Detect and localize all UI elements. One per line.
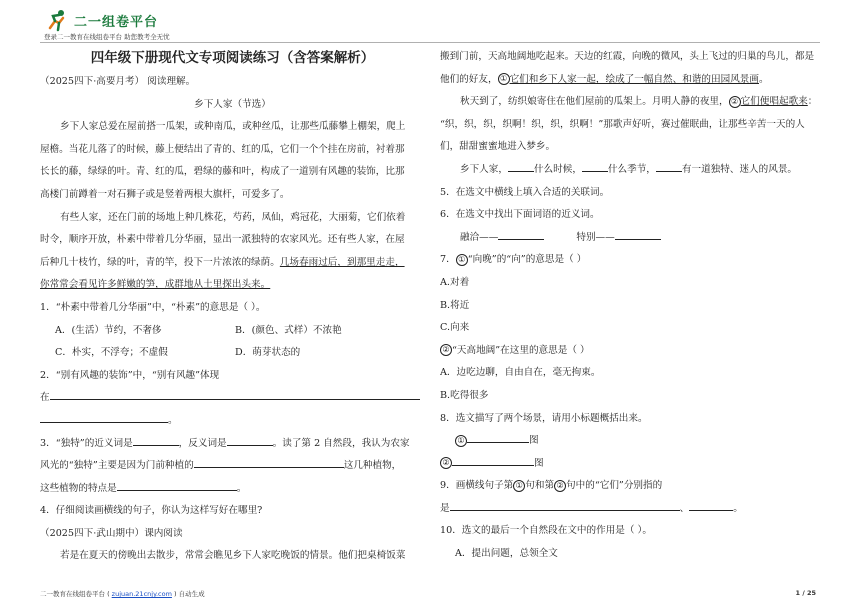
- page-number: 1 / 25: [795, 589, 816, 597]
- answer-blank[interactable]: [450, 500, 680, 511]
- q1-option-a: A．(生活）节约，不奢侈: [55, 324, 162, 336]
- passage-line: 若是在夏天的傍晚出去散步，常常会瞧见乡下人家吃晚饭的情景。他们把桌椅饭菜: [60, 550, 406, 562]
- circled-number-2: ②: [440, 344, 452, 356]
- question-2-answer: 在: [40, 387, 425, 410]
- header-divider: [40, 42, 820, 43]
- underlined-sentence: 它们和乡下人家一起，绘成了一幅自然、和谐的田园风景画: [509, 73, 759, 85]
- passage-line: 乡下人家， 什么时候， 什么季节， 有一道独特、迷人的风景。: [440, 159, 825, 182]
- answer-blank[interactable]: [452, 455, 534, 466]
- answer-blank[interactable]: [40, 412, 168, 423]
- answer-blank[interactable]: [689, 500, 733, 511]
- question-3: 3．“独特”的近义词是 ，反义词是 。读了第 2 自然段，我认为农家: [40, 433, 425, 456]
- answer-blank[interactable]: [50, 389, 420, 400]
- question-9: 9．画横线句子第 ① 句和第 ② 句中的“它们”分别指的: [440, 480, 663, 492]
- question-2: 2．“别有风趣的装饰”中，“别有风趣”体现: [40, 369, 220, 381]
- circled-number-2: ②: [729, 96, 741, 108]
- footer-link[interactable]: zujuan.21cnjy.com: [111, 590, 172, 598]
- passage-line: 秋天到了，纺织娘寄住在他们屋前的瓜架上。月明人静的夜里， ② 它们便唱起歌来：: [460, 96, 818, 108]
- question-3: 这些植物的特点是 。: [40, 478, 425, 501]
- q8-answer-1: ① 图: [440, 430, 825, 453]
- passage-line: “织，织，织，织啊！织，织，织啊！”那歌声好听，赛过催眠曲，让那些辛苦一天的人: [440, 118, 805, 130]
- question-2-answer: 。: [40, 410, 425, 433]
- passage-line: [40, 274, 425, 297]
- circled-number-1: ①: [498, 73, 510, 85]
- passage-line: 时令，顺序开放，朴素中带着几分华丽，显出一派独特的农家风光。还有些人家，在屋: [40, 234, 405, 246]
- section1-source: （2025四下·高要月考） 阅读理解。: [40, 76, 196, 87]
- footer-source: 二一教育在线组卷平台 ( zujuan.21cnjy.com ) 自动生成: [40, 590, 205, 598]
- circled-number-2: ②: [440, 457, 452, 469]
- question-1: 1．“朴素中带着几分华丽”中，“朴素”的意思是（ ）。: [40, 301, 266, 313]
- answer-blank[interactable]: [227, 435, 273, 446]
- passage-title: 乡下人家（节选）: [194, 98, 271, 110]
- page-header: [0, 0, 860, 44]
- question-3: 风光的“独特”主要是因为门前种植的 这几种植物，: [40, 455, 425, 478]
- answer-blank[interactable]: [467, 432, 529, 443]
- answer-blank[interactable]: [582, 161, 608, 172]
- passage-line: 有些人家，还在门前的场地上种几株花，芍药，凤仙，鸡冠花，大丽菊，它们依着: [60, 211, 406, 223]
- question-9-answer: 是 、 。: [440, 498, 825, 521]
- q1-options-row: [40, 320, 425, 343]
- q7-option-b: B.将近: [440, 299, 470, 311]
- question-7-2: ② “天高地阔”在这里的意思是（ ）: [440, 340, 825, 363]
- answer-blank[interactable]: [194, 457, 344, 468]
- circled-number-1: ①: [455, 435, 467, 447]
- passage-line: 搬到门前，天高地阔地吃起来。天边的红霞，向晚的微风，头上飞过的归巢的鸟儿，都是: [440, 51, 815, 62]
- q7-option-c: C.向来: [440, 322, 470, 334]
- answer-blank[interactable]: [615, 229, 661, 240]
- passage-line: 后种几十枝竹，绿的叶，青的竿，投下一片浓浓的绿荫。几场春雨过后，到那里走走，: [40, 256, 405, 268]
- q10-option-a: A．提出问题，总领全文: [455, 548, 558, 560]
- question-10: 10．选文的最后一个自然段在文中的作用是（ ）。: [440, 525, 652, 537]
- answer-blank[interactable]: [117, 480, 237, 491]
- underlined-sentence: 几场春雨过后，到那里走走，: [279, 256, 405, 268]
- circled-number-1: ①: [456, 254, 468, 266]
- q1-options-row: [40, 342, 425, 365]
- passage-line: 屋檐。当花儿落了的时候，藤上便结出了青的、红的瓜，它们一个个挂在房前，衬着那: [40, 143, 405, 155]
- passage-line: 们，甜甜蜜蜜地进入梦乡。: [440, 141, 556, 153]
- q1-option-d: D．萌芽状态的: [235, 347, 301, 359]
- right-column: [440, 46, 825, 566]
- circled-number-2: ②: [554, 480, 566, 492]
- passage-line: 高楼门前蹲着一对石狮子或是竖着两根大旗杆，可爱多了。: [40, 188, 290, 200]
- question-6: 6．在选文中找出下面词语的近义词。: [440, 209, 600, 221]
- circled-number-1: ①: [513, 480, 525, 492]
- passage-line: 乡下人家总爱在屋前搭一瓜架，或种南瓜，或种丝瓜，让那些瓜藤攀上棚架，爬上: [60, 121, 406, 133]
- answer-blank[interactable]: [656, 161, 682, 172]
- brand-name: 二一组卷平台: [74, 15, 159, 30]
- runner-logo-icon: [44, 8, 70, 34]
- q1-option-b: B．(颜色、式样）不浓艳: [235, 324, 342, 336]
- q1-option-c: C．朴实，不浮夸；不虚假: [55, 347, 168, 359]
- question-8: 8．选文描写了两个场景，请用小标题概括出来。: [440, 412, 648, 424]
- q8-answer-2: ② 图: [440, 453, 825, 476]
- page-title: 四年级下册现代文专项阅读练习（含答案解析）: [90, 50, 375, 66]
- answer-blank[interactable]: [133, 435, 179, 446]
- answer-blank[interactable]: [498, 229, 544, 240]
- slogan: 登录二一教育在线组卷平台 助您教考全无忧: [44, 33, 170, 41]
- underlined-sentence: 你常常会看见许多鲜嫩的笋，成群地从土里探出头来。: [40, 279, 271, 291]
- q7-2-option-b: B.吃得很多: [440, 389, 489, 401]
- left-column: [40, 46, 425, 568]
- underlined-sentence: 它们便唱起歌来: [740, 96, 808, 108]
- question-4: 4．仔细阅读画横线的句子，你认为这样写好在哪里?: [40, 505, 263, 517]
- q7-option-a: A.对着: [440, 276, 470, 288]
- section2-source: （2025四下·武山期中）课内阅读: [40, 527, 183, 539]
- q7-2-option-a: A．边吃边聊，自由自在，毫无拘束。: [440, 367, 601, 379]
- question-6-answers: 融洽—— 特别——: [440, 227, 825, 250]
- passage-line: 他们的好友， ① 它们和乡下人家一起，绘成了一幅自然、和谐的田园风景画。: [440, 73, 769, 85]
- passage-line: 长长的藤，绿绿的叶。青、红的瓜，碧绿的藤和叶，构成了一道别有风趣的装饰，比那: [40, 166, 405, 178]
- question-5: 5．在选文中横线上填入合适的关联词。: [440, 186, 610, 198]
- answer-blank[interactable]: [508, 161, 534, 172]
- question-7: 7． ① “向晚”的“向”的意思是（ ）: [440, 254, 587, 266]
